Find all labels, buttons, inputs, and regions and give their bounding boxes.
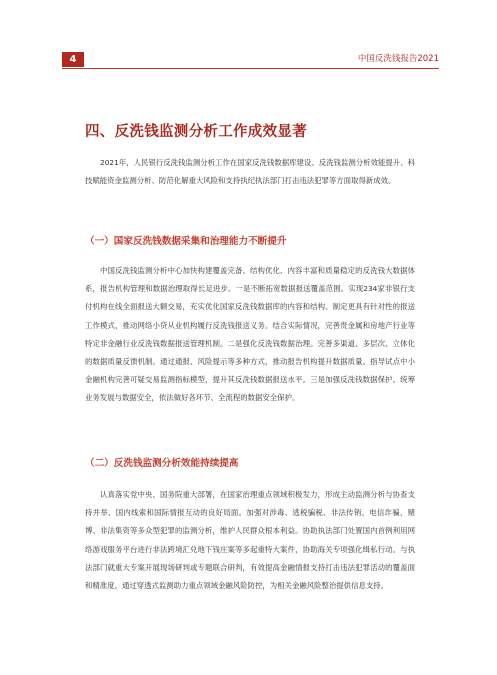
header-divider — [62, 68, 439, 69]
page-number: 4 — [62, 52, 84, 67]
subsection-heading-1: （一）国家反洗钱数据采集和治理能力不断提升 — [85, 236, 287, 247]
intro-paragraph: 2021年，人民银行反洗钱监测分析工作在国家反洗钱数据库建设、反洗钱监测分析效能提升、科技赋能资金监测分析、防范化解重大风险和支持执纪执法部门打击违法犯罪等方面取得新成效。 — [85, 158, 415, 186]
subsection-body-1: 中国反洗钱监测分析中心加快构建覆盖完备、结构优化、内容丰富和质量稳定的反洗钱大数据体系，报告机构管理和数据治理取得长足进步。一是不断拓宽数据报送覆盖范围。实现234家非银行支付机构在线全面报送大额交易，充实优化国家反洗钱数据库的内容和结构。制定更具有针对性的报送工作模式，推动网络小贷从业机构履行反洗钱报送义务。结合实际情况，完善贵金属和房地产行业等特定非金融行业反洗钱数据报送管理机制。二是强化反洗钱数据治理。完善多渠道、多层次、立体化的数据质量反馈机制。通过通报、风险提示等多种方式，推动报告机构提升数据质量。指导试点中小金融机构完善可疑交易监测指标模型，提升其反洗钱数据报送水平。三是加强反洗钱数据保护。统筹业务发展与数据安全，依法做好各环节、全流程的数据安全保护。 — [85, 266, 415, 403]
section-title: 四、反洗钱监测分析工作成效显著 — [85, 123, 307, 140]
subsection-body-2: 认真落实党中央、国务院重大部署，在国家治理重点领域积极发力，形成主动监测分析与协查支持并举、国内线索和国际情报互动的良好局面。加强对涉毒、逃税骗税、非法传销、电信诈骗、赌博、非法集资等多众型犯罪的监测分析，维护人民群众根本利益。协助执法部门处置国内首例利用网络游戏服务平台进行非法跨境汇兑地下钱庄案等多起重特大案件，协助海关专项强化缉私行动。与执法部门就重大专案开展现场研判或专题联合研判，有效提高金融情报支持打击违法犯罪活动的覆盖面和精准度。通过穿透式监测助力重点领域金融风险防控，为相关金融风险整治提供信息支持。 — [85, 490, 415, 591]
running-title: 中国反洗钱报告2021 — [357, 54, 439, 64]
subsection-heading-2: （二）反洗钱监测分析效能持续提高 — [85, 458, 239, 469]
